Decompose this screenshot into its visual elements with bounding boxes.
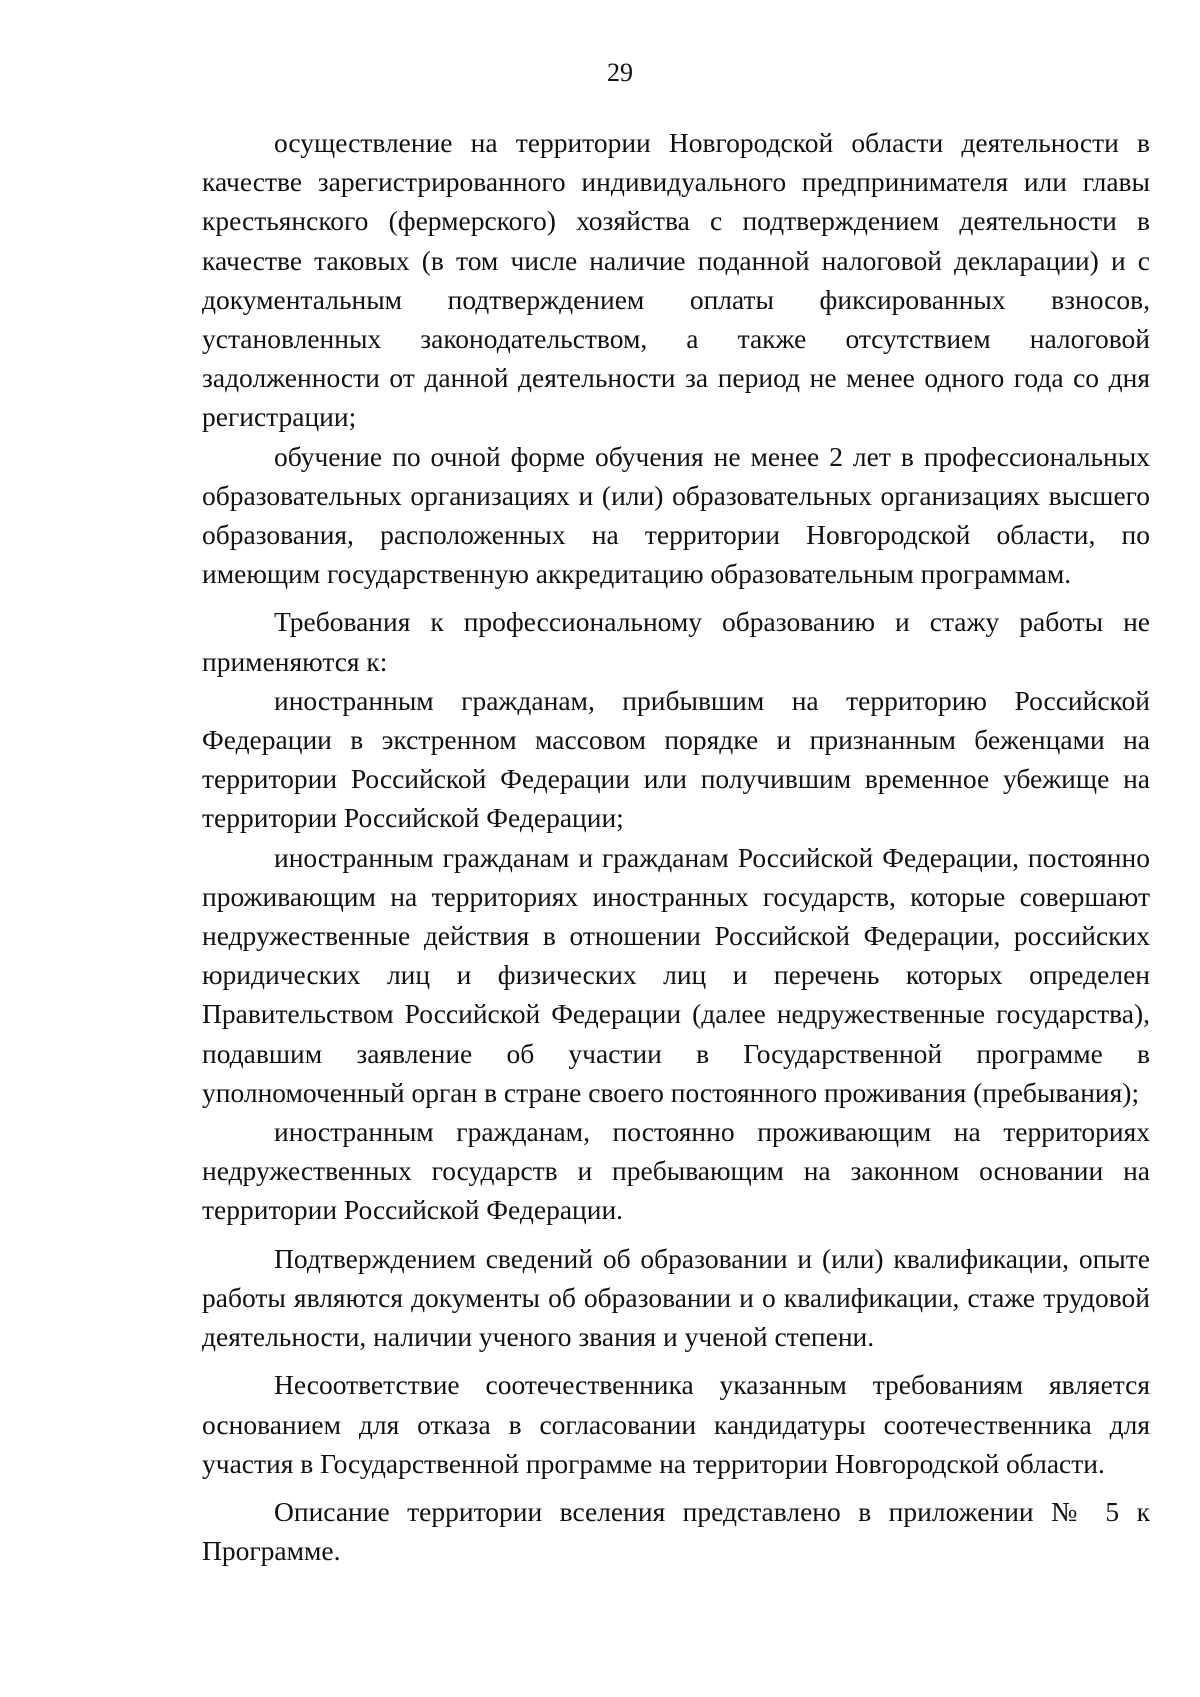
paragraph-refugees: иностранным гражданам, прибывшим на территорию Российской Федерации в экстренном массовом порядке и признанным беженцами на территории Российской Федерации или получившим временное убежище на территории Российской Федерации; <box>202 684 1150 834</box>
paragraph-noncompliance: Несоответствие соотечественника указанным требованиям является основанием для отказа в согласовании кандидатуры соотечественника для участия в Государственной программе на территории Новгородской области. <box>202 1369 1150 1479</box>
paragraph-requirements-exemption: Требования к профессиональному образованию и стажу работы не применяются к: <box>202 606 1150 677</box>
page-number: 29 <box>607 58 633 87</box>
paragraph-unfriendly-states-residents: иностранным гражданам, постоянно проживающим на территориях недружественных государств и пребывающим на законном основании на территории Российской Федерации. <box>202 1116 1150 1226</box>
paragraph-settlement-description: Описание территории вселения представлено в приложении № 5 к Программе. <box>202 1495 1150 1567</box>
document-body <box>202 123 1150 1570</box>
paragraph-confirmation-documents: Подтверждением сведений об образовании и (или) квалификации, опыте работы являются документы об образовании и о квалификации, стаже трудовой деятельности, наличии ученого звания и ученой степени. <box>202 1242 1150 1353</box>
paragraph-business-activity: осуществление на территории Новгородской области деятельности в качестве зарегистрированного индивидуального предпринимателя или главы крестьянского (фермерского) хозяйства с подтверждением деятельности в качестве таковых (в том числе наличие поданной налоговой декларации) и с документальным подтверждением оплаты фиксированных взносов, установленных законодательством, а также отсутствием налоговой задолженности от данной деятельности за период не менее одного года со дня регистрации; <box>202 127 1150 433</box>
paragraph-unfriendly-states-applicants: иностранным гражданам и гражданам Российской Федерации, постоянно проживающим на территориях иностранных государств, которые совершают недружественные действия в отношении Российской Федерации, российских юридических лиц и физических лиц и перечень которых определен Правительством Российской Федерации (далее недружественные государства), подавшим заявление об участии в Государственной программе в уполномоченный орган в стране своего постоянного проживания (пребывания); <box>202 841 1150 1108</box>
paragraph-education: обучение по очной форме обучения не менее 2 лет в профессиональных образовательных организациях и (или) образовательных организациях высшего образования, расположенных на территории Новгородской области, по имеющим государственную аккредитацию образовательным программам. <box>202 440 1150 590</box>
